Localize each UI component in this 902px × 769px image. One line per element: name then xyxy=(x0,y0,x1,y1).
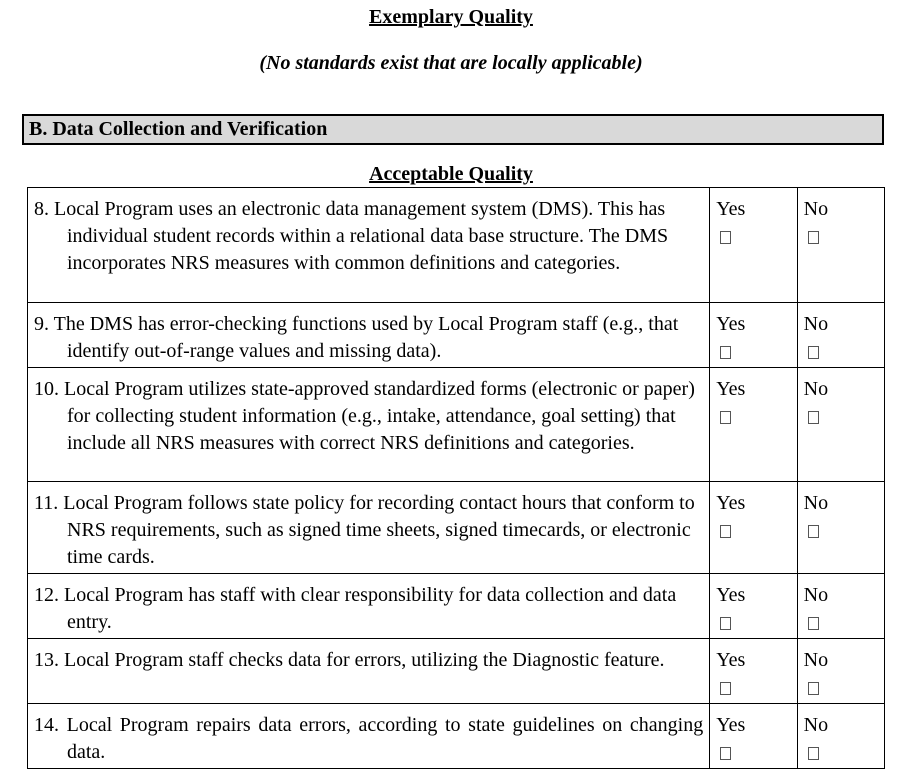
yes-label: Yes xyxy=(716,714,746,736)
no-checkbox[interactable] xyxy=(808,617,819,630)
no-label: No xyxy=(803,649,829,671)
criteria-row-11 xyxy=(28,482,885,574)
criterion-text: 10. Local Program utilizes state-approved standardized forms (electronic or paper) for collecting student information (e.g., intake, attendance, goal setting) that include all NRS measures with correct NRS definitions and categories. xyxy=(34,378,695,454)
no-label: No xyxy=(803,313,829,335)
yes-label: Yes xyxy=(716,198,746,220)
no-checkbox[interactable] xyxy=(808,682,819,695)
no-label: No xyxy=(803,378,829,400)
yes-label: Yes xyxy=(716,313,746,335)
criteria-row-10 xyxy=(28,368,885,482)
criterion-text: 9. The DMS has error-checking functions used by Local Program staff (e.g., that identify out-of-range values and missing data). xyxy=(34,313,679,362)
yes-label: Yes xyxy=(716,649,746,671)
section-title: B. Data Collection and Verification xyxy=(29,118,328,140)
no-checkbox[interactable] xyxy=(808,231,819,244)
yes-checkbox[interactable] xyxy=(720,617,731,630)
exemplary-note: (No standards exist that are locally applicable) xyxy=(259,52,643,74)
criterion-text: 13. Local Program staff checks data for errors, utilizing the Diagnostic feature. xyxy=(34,649,665,671)
criteria-row-9 xyxy=(28,303,885,368)
section-header xyxy=(22,114,884,145)
yes-checkbox[interactable] xyxy=(720,747,731,760)
no-checkbox[interactable] xyxy=(808,747,819,760)
no-label: No xyxy=(803,492,829,514)
criteria-row-13 xyxy=(28,639,885,704)
yes-label: Yes xyxy=(716,492,746,514)
criterion-text: 11. Local Program follows state policy for recording contact hours that conform to NRS requirements, such as signed time sheets, signed timecards, or electronic time cards. xyxy=(34,492,695,568)
yes-checkbox[interactable] xyxy=(720,525,731,538)
yes-checkbox[interactable] xyxy=(720,231,731,244)
criteria-table xyxy=(27,187,885,769)
no-checkbox[interactable] xyxy=(808,411,819,424)
no-label: No xyxy=(803,198,829,220)
no-checkbox[interactable] xyxy=(808,525,819,538)
no-checkbox[interactable] xyxy=(808,346,819,359)
yes-checkbox[interactable] xyxy=(720,682,731,695)
criteria-row-12 xyxy=(28,574,885,639)
acceptable-quality-heading: Acceptable Quality xyxy=(369,163,533,185)
yes-checkbox[interactable] xyxy=(720,411,731,424)
exemplary-quality-heading: Exemplary Quality xyxy=(369,6,533,28)
yes-label: Yes xyxy=(716,378,746,400)
yes-checkbox[interactable] xyxy=(720,346,731,359)
criteria-row-14 xyxy=(28,704,885,769)
criterion-text: 8. Local Program uses an electronic data management system (DMS). This has individual student records within a relational data base structure. The DMS incorporates NRS measures with common definitions and categories. xyxy=(34,198,669,274)
criteria-row-8 xyxy=(28,188,885,303)
no-label: No xyxy=(803,584,829,606)
criterion-text: 12. Local Program has staff with clear responsibility for data collection and data entry. xyxy=(34,584,677,633)
criterion-text: 14. Local Program repairs data errors, according to state guidelines on changing data. xyxy=(34,714,704,763)
yes-label: Yes xyxy=(716,584,746,606)
no-label: No xyxy=(803,714,829,736)
